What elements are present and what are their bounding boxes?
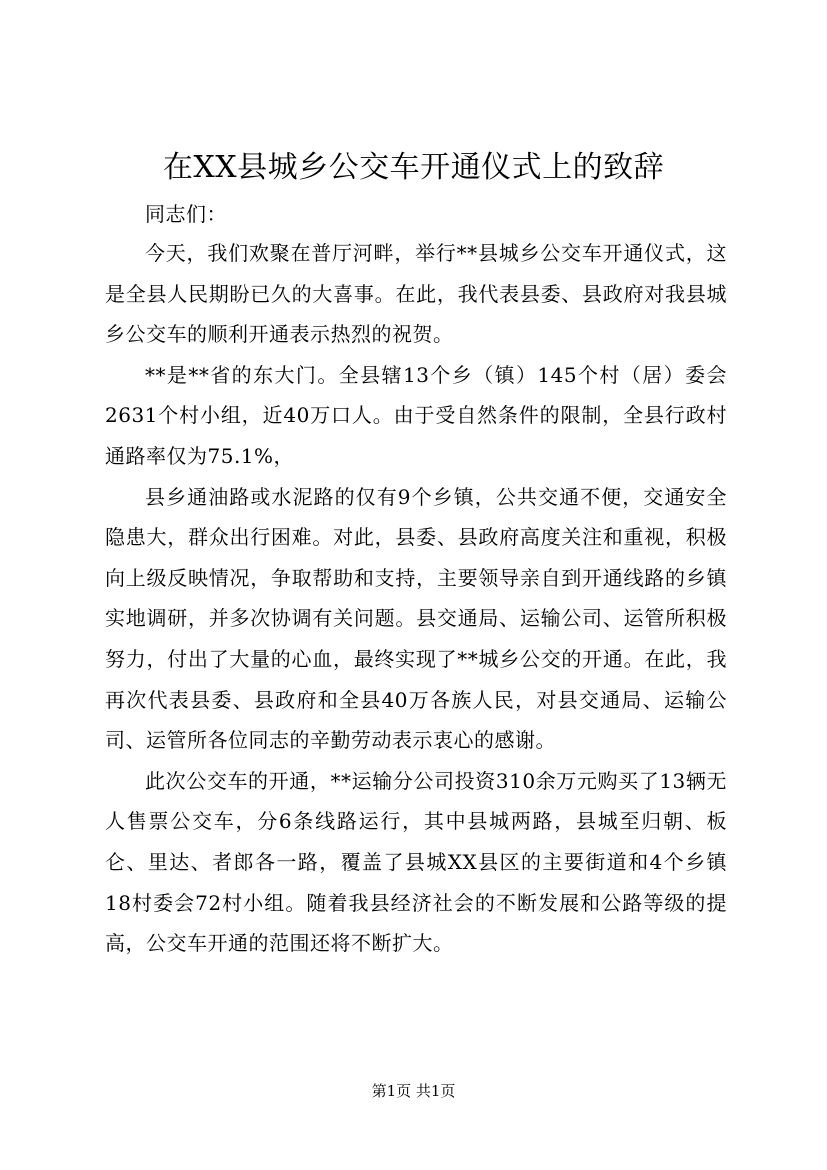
paragraph: 此次公交车的开通，**运输分公司投资310余万元购买了13辆无人售票公交车，分6条线路运行，其中县城两路，县城至归朝、板仑、里达、者郎各一路，覆盖了县城XX县区的主要街道和4个乡镇18村委会72村小组。随着我县经济社会的不断发展和公路等级的提高，公交车开通的范围还将不断扩大。 <box>105 768 727 956</box>
salutation: 同志们： <box>145 202 227 226</box>
document-title: 在XX县城乡公交车开通仪式上的致辞 <box>162 150 665 185</box>
document-body <box>105 233 727 964</box>
paragraph: 县乡通油路或水泥路的仅有9个乡镇，公共交通不便，交通安全隐患大，群众出行困难。对此，县委、县政府高度关注和重视，积极向上级反映情况，争取帮助和支持，主要领导亲自到开通线路的乡镇实地调研，并多次协调有关问题。县交通局、运输公司、运管所积极努力，付出了大量的心血，最终实现了**城乡公交的开通。在此，我再次代表县委、县政府和全县40万各族人民，对县交通局、运输公司、运管所各位同志的辛勤劳动表示衷心的感谢。 <box>105 484 727 753</box>
paragraph: 今天，我们欢聚在普厅河畔，举行**县城乡公交车开通仪式，这是全县人民期盼已久的大喜事。在此，我代表县委、县政府对我县城乡公交车的顺利开通表示热烈的祝贺。 <box>105 241 727 347</box>
paragraph: **是**省的东大门。全县辖13个乡（镇）145个村（居）委会2631个村小组，近40万口人。由于受自然条件的限制，全县行政村通路率仅为75.1%， <box>105 362 727 468</box>
page-footer: 第1页 共1页 <box>371 1082 456 1100</box>
